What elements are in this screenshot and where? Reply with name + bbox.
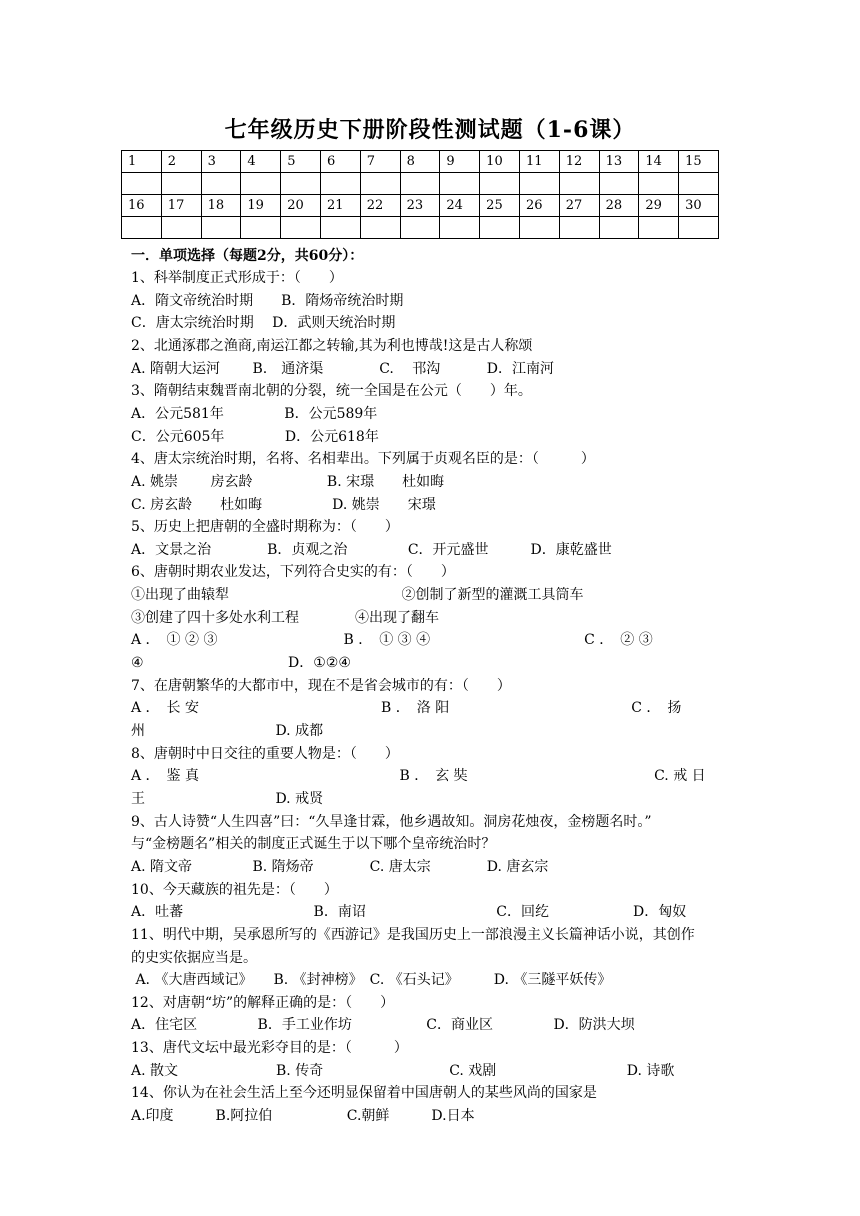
answer-blank-cell[interactable] [201,217,241,239]
question-line: C．唐太宗统治时期 D．武则天统治时期 [131,315,396,332]
question-line: 9、古人诗赞“人生四喜”曰：“久旱逢甘霖，他乡遇故知。洞房花烛夜，金榜题名时。” [131,813,652,830]
page-title: 七年级历史下册阶段性测试题（1-6课） [224,117,636,143]
question-line: A ． 长 安 B ． 洛 阳 C ． 扬 [131,700,682,717]
question-number-cell: 11 [519,151,559,173]
question-number-cell: 27 [559,195,599,217]
question-number-cell: 13 [599,151,639,173]
question-number-cell: 1 [122,151,162,173]
answer-blank-cell[interactable] [122,217,162,239]
answer-blank-cell[interactable] [599,217,639,239]
question-number-cell: 6 [320,151,360,173]
question-number-cell: 30 [679,195,719,217]
answer-blank-cell[interactable] [320,217,360,239]
question-number-cell: 7 [360,151,400,173]
answer-blank-cell[interactable] [400,173,440,195]
question-line: A. 散文 B. 传奇 C. 戏剧 D. 诗歌 [131,1062,675,1079]
question-number-cell: 17 [161,195,201,217]
question-number-cell: 9 [440,151,480,173]
answer-blank-row [122,173,719,195]
question-number-cell: 29 [639,195,679,217]
question-line: A．公元581年 B．公元589年 [131,405,378,422]
question-number-cell: 14 [639,151,679,173]
answer-blank-cell[interactable] [201,173,241,195]
question-line: 6、唐朝时期农业发达，下列符合史实的有：（ ） [131,564,455,581]
question-line: 14、你认为在社会生活上至今还明显保留着中国唐朝人的某些风尚的国家是 [131,1085,597,1102]
question-line: 5、历史上把唐朝的全盛时期称为：（ ） [131,519,399,536]
answer-blank-cell[interactable] [480,173,520,195]
question-number-cell: 2 [161,151,201,173]
question-number-cell: 26 [519,195,559,217]
question-line: A.印度 B.阿拉伯 C.朝鲜 D.日本 [131,1108,475,1125]
question-line: 2、北通涿郡之渔商,南运江都之转输,其为利也博哉!这是古人称颂 [131,337,533,354]
question-line: 3、隋朝结束魏晋南北朝的分裂，统一全国是在公元（ ）年。 [131,383,532,400]
question-number-cell: 25 [480,195,520,217]
answer-blank-cell[interactable] [281,217,321,239]
answer-table [121,150,719,239]
answer-blank-row [122,217,719,239]
answer-blank-cell[interactable] [241,173,281,195]
question-number-cell: 18 [201,195,241,217]
question-line: ①出现了曲辕犁 ②创制了新型的灌溉工具筒车 [131,587,584,604]
question-line: 10、今天藏族的祖先是：（ ） [131,881,338,898]
answer-blank-cell[interactable] [241,217,281,239]
question-line: 11、明代中期，吴承恩所写的《西游记》是我国历史上一部浪漫主义长篇神话小说，其创作 [131,926,695,943]
answer-blank-cell[interactable] [559,173,599,195]
answer-blank-cell[interactable] [519,173,559,195]
answer-blank-cell[interactable] [440,217,480,239]
question-number-cell: 23 [400,195,440,217]
question-line: 王 D. 戒贤 [131,790,324,807]
question-line: 1、科举制度正式形成于：（ ） [131,270,343,286]
answer-number-row [122,151,719,173]
answer-blank-cell[interactable] [519,217,559,239]
question-line: C．公元605年 D．公元618年 [131,428,379,445]
answer-blank-cell[interactable] [679,217,719,239]
question-line: 7、在唐朝繁华的大都市中，现在不是省会城市的有：（ ） [131,677,511,694]
question-line: 与“金榜题名”相关的制度正式诞生于以下哪个皇帝统治时？ [131,836,496,853]
question-number-cell: 20 [281,195,321,217]
question-line: A．隋文帝统治时期 B．隋炀帝统治时期 [131,292,404,309]
answer-blank-cell[interactable] [360,217,400,239]
answer-blank-cell[interactable] [161,173,201,195]
answer-blank-cell[interactable] [320,173,360,195]
question-line: A ． 鉴 真 B ． 玄 奘 C. 戒 日 [131,768,706,785]
question-number-cell: 3 [201,151,241,173]
question-line: 4、唐太宗统治时期，名将、名相辈出。下列属于贞观名臣的是：（ ） [131,451,595,468]
question-number-cell: 15 [679,151,719,173]
answer-blank-cell[interactable] [161,217,201,239]
question-number-cell: 8 [400,151,440,173]
answer-blank-cell[interactable] [400,217,440,239]
answer-blank-cell[interactable] [440,173,480,195]
question-line: 的史实依据应当是。 [131,949,257,966]
question-line: A. 隋朝大运河 B. 通济渠 C. 邗沟 D．江南河 [131,360,554,377]
answer-blank-cell[interactable] [480,217,520,239]
question-line: A ． ① ② ③ B ． ① ③ ④ C ． ② ③ [131,632,653,649]
question-line: A. 姚崇 房玄龄 B. 宋璟 杜如晦 [131,473,445,490]
question-number-cell: 22 [360,195,400,217]
question-line: A．吐蕃 B．南诏 C．回纥 D．匈奴 [131,904,687,921]
question-number-cell: 24 [440,195,480,217]
question-line: 13、唐代文坛中最光彩夺目的是：（ ） [131,1040,408,1057]
section-heading: 一．单项选择（每题2分，共60分）： [131,248,364,264]
question-number-cell: 28 [599,195,639,217]
question-line: ④ D．①②④ [131,655,351,672]
question-number-cell: 5 [281,151,321,173]
question-line: A．文景之治 B．贞观之治 C．开元盛世 D．康乾盛世 [131,541,612,558]
question-number-cell: 12 [559,151,599,173]
question-line: A．住宅区 B．手工业作坊 C．商业区 D．防洪大坝 [131,1017,635,1034]
answer-blank-cell[interactable] [360,173,400,195]
answer-blank-cell[interactable] [639,173,679,195]
question-number-cell: 16 [122,195,162,217]
answer-blank-cell[interactable] [122,173,162,195]
question-number-cell: 4 [241,151,281,173]
answer-blank-cell[interactable] [599,173,639,195]
question-number-cell: 21 [320,195,360,217]
answer-number-row [122,195,719,217]
question-line: ③创建了四十多处水利工程 ④出现了翻车 [131,609,439,626]
answer-blank-cell[interactable] [559,217,599,239]
answer-blank-cell[interactable] [281,173,321,195]
question-line: C. 房玄龄 杜如晦 D. 姚崇 宋璟 [131,496,436,513]
question-line: A. 隋文帝 B. 隋炀帝 C. 唐太宗 D. 唐玄宗 [131,858,549,875]
question-line: 8、唐朝时中日交往的重要人物是：（ ） [131,745,399,762]
question-line: A. 《大唐西域记》 B. 《封神榜》 C. 《石头记》 D. 《三隧平妖传》 [131,972,612,989]
question-number-cell: 10 [480,151,520,173]
question-line: 12、对唐朝“坊”的解释正确的是：（ ） [131,994,395,1011]
question-line: 州 D. 成都 [131,723,324,739]
answer-blank-cell[interactable] [679,173,719,195]
question-number-cell: 19 [241,195,281,217]
answer-blank-cell[interactable] [639,217,679,239]
